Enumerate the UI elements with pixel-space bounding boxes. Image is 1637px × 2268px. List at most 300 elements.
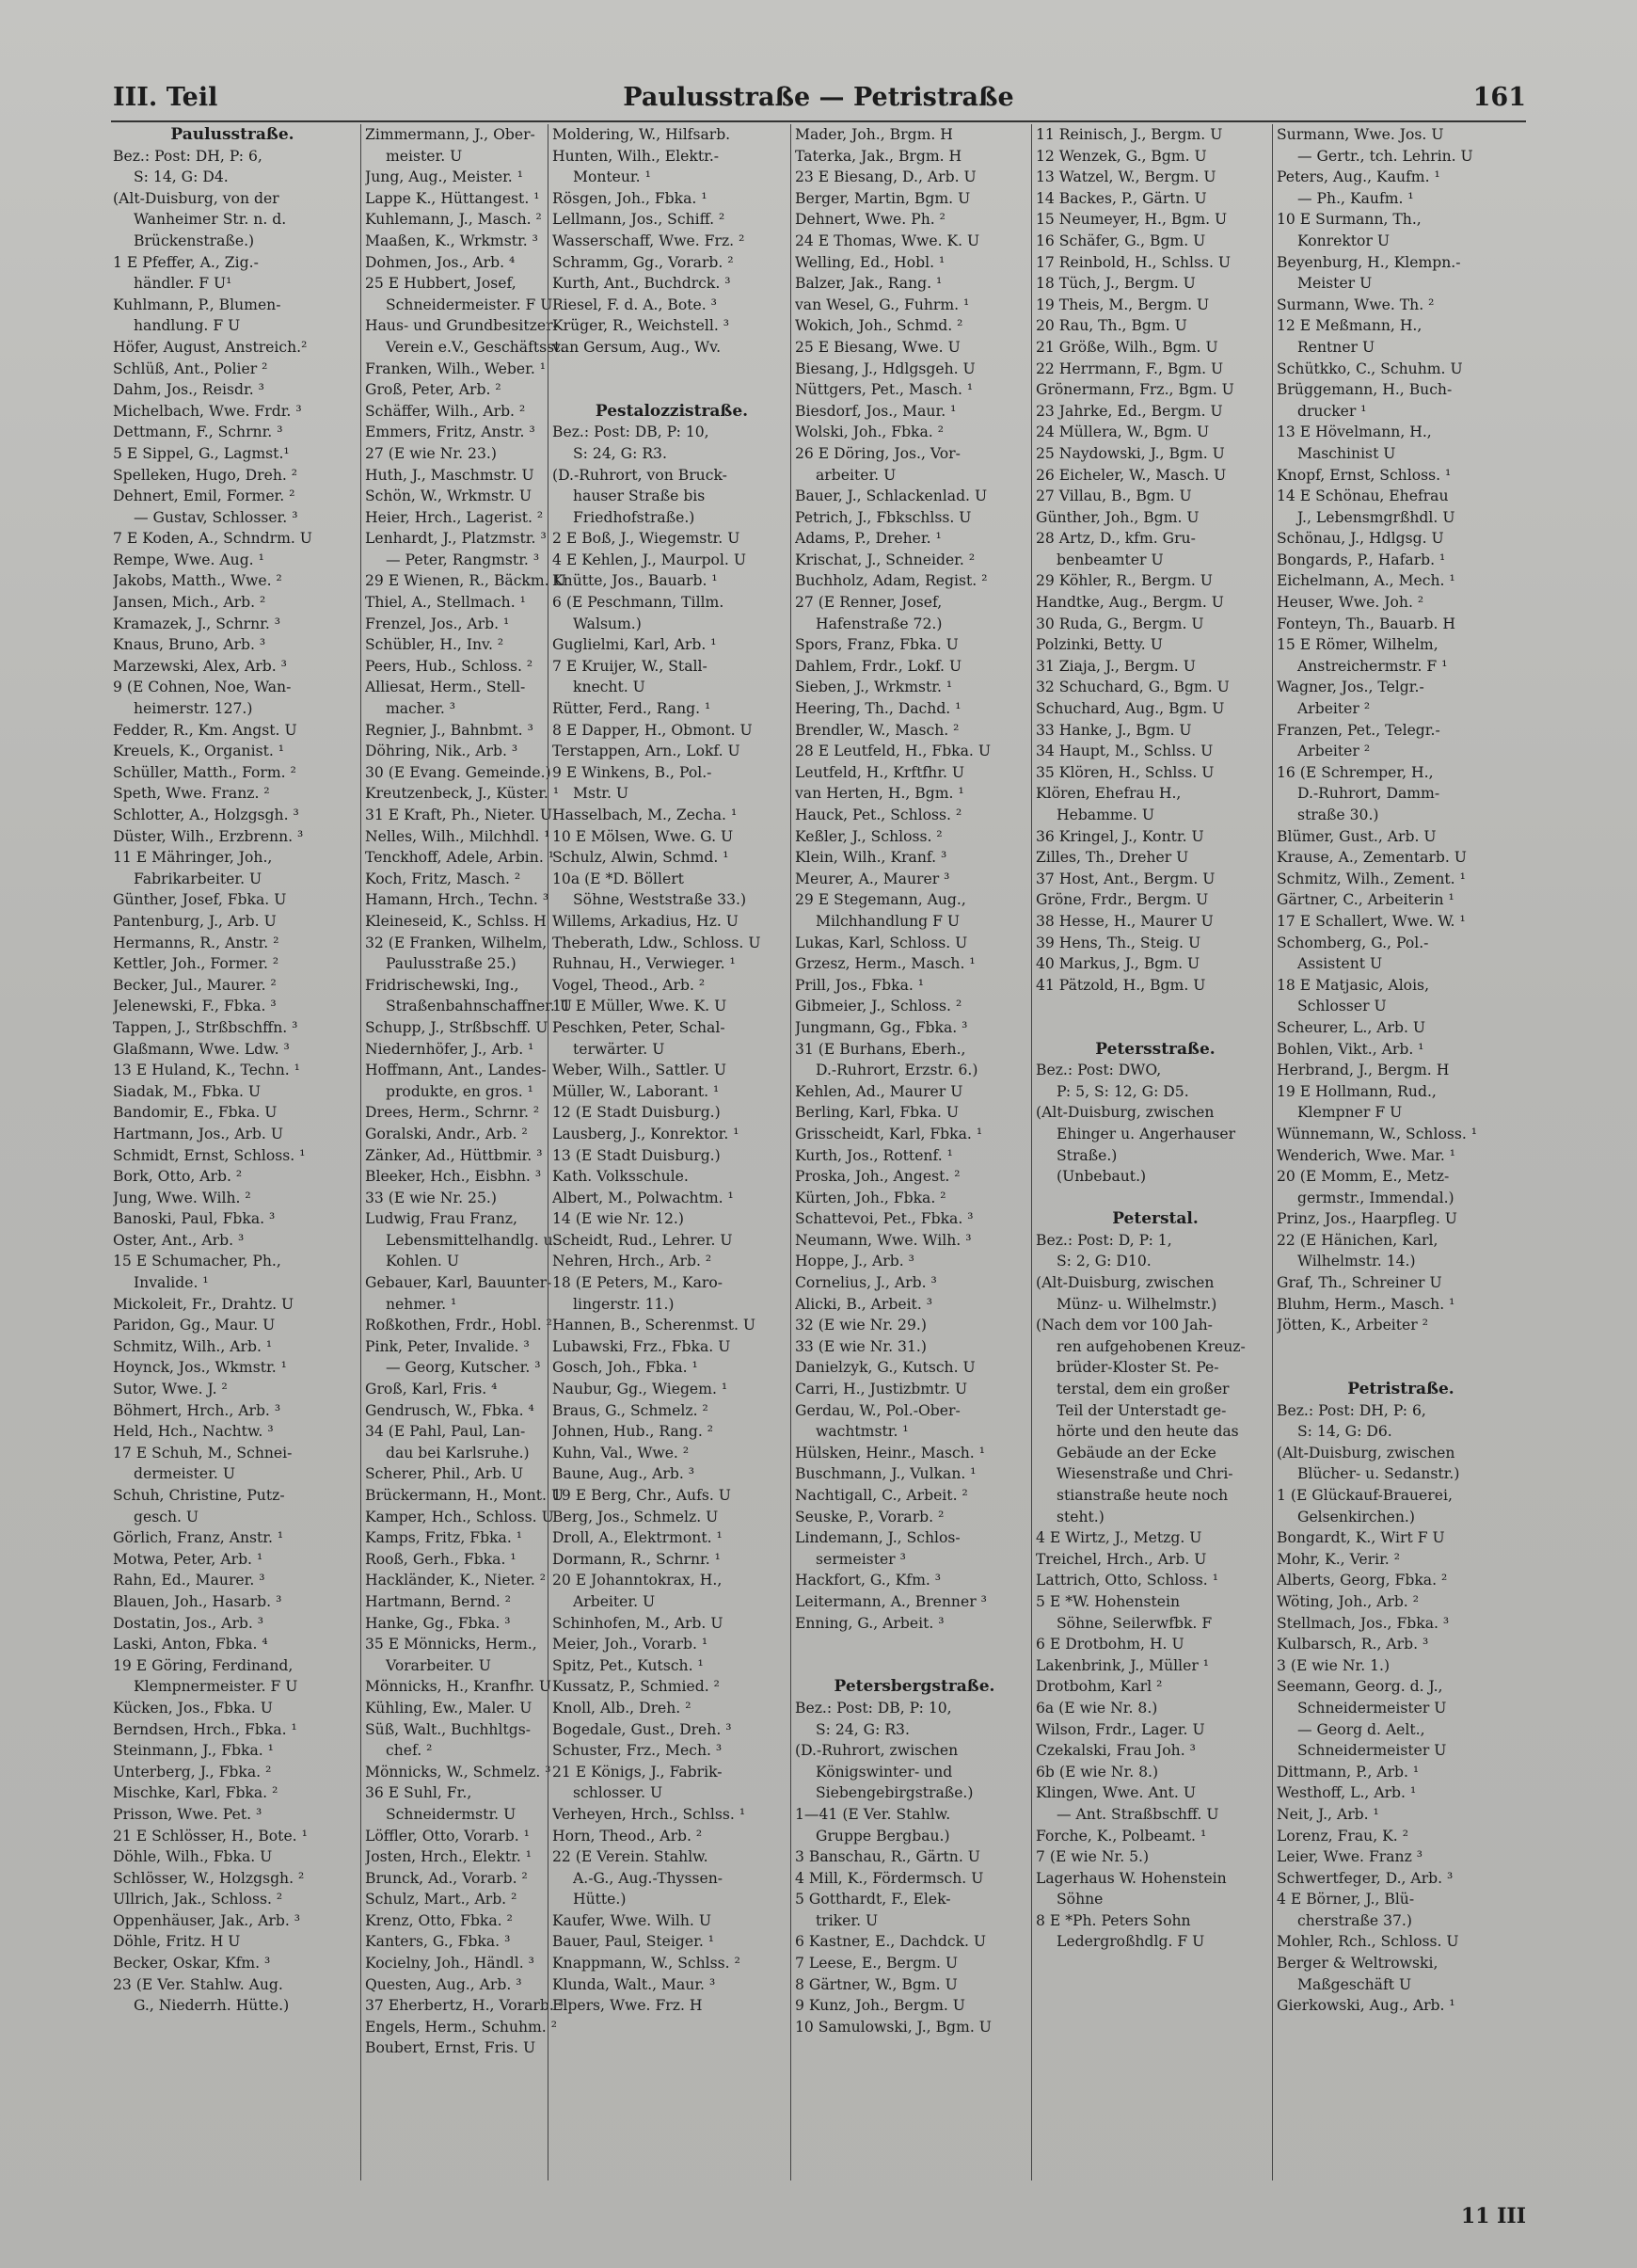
entry-line: Schinhofen, M., Arb. U: [552, 1614, 723, 1632]
entry-line: Lukas, Karl, Schloss. U: [795, 934, 968, 951]
entry-line: Wagner, Jos., Telgr.-: [1277, 679, 1424, 696]
entry-line: Marzewski, Alex, Arb. ³: [113, 657, 287, 675]
entry-line: Kocielny, Joh., Händl. ³: [365, 1955, 534, 1973]
entry-line: Oster, Ant., Arb. ³: [113, 1231, 245, 1249]
entry-line: 7 (E wie Nr. 5.): [1036, 1848, 1150, 1866]
entry-line: Questen, Aug., Arb. ³: [365, 1975, 522, 1993]
entry-line: Schramm, Gg., Vorarb. ²: [552, 253, 734, 271]
spacer: [1036, 1188, 1275, 1209]
entry-line: Hartmann, Bernd. ²: [365, 1592, 512, 1610]
entry-line: 13 (E Stadt Duisburg.): [552, 1146, 721, 1164]
entry-line: 21 Größe, Wilh., Bgm. U: [1036, 338, 1218, 356]
entry-line: Scheurer, L., Arb. U: [1277, 1018, 1426, 1036]
spacer: [1277, 1336, 1525, 1358]
entry-line: Vorarbeiter. U: [386, 1656, 491, 1674]
entry-line: 6a (E wie Nr. 8.): [1036, 1699, 1158, 1717]
entry-line: Mickoleit, Fr., Drahtz. U: [113, 1295, 294, 1313]
entry-line: Scheidt, Rud., Lehrer. U: [552, 1231, 733, 1249]
entry-line: Held, Hch., Nachtw. ³: [113, 1423, 274, 1441]
entry-line: Mohler, Rch., Schloss. U: [1277, 1933, 1459, 1951]
entry-line: Jelenewski, F., Fbka. ³: [113, 998, 277, 1015]
entry-line: Dostatin, Jos., Arb. ³: [113, 1614, 264, 1632]
entry-line: Hartmann, Jos., Arb. U: [113, 1125, 283, 1142]
entry-line: arbeiter. U: [816, 466, 897, 484]
entry-line: Höfer, August, Anstreich.²: [113, 338, 308, 356]
entry-line: van Herten, H., Bgm. ¹: [795, 785, 964, 803]
entry-line: Kuhlemann, J., Masch. ²: [365, 211, 542, 229]
entry-line: Kuhn, Val., Wwe. ²: [552, 1444, 690, 1461]
entry-line: Kohlen. U: [386, 1253, 459, 1270]
entry-line: Bongards, P., Hafarb. ¹: [1277, 551, 1446, 568]
entry-line: heimerstr. 127.): [134, 700, 253, 718]
entry-line: Süß, Walt., Buchhltgs-: [365, 1720, 531, 1738]
entry-line: chef. ²: [386, 1742, 433, 1760]
entry-line: Engels, Herm., Schuhm. ²: [365, 2018, 557, 2036]
entry-line: Kreuels, K., Organist. ¹: [113, 743, 285, 760]
entry-line: Hanke, Gg., Fbka. ³: [365, 1614, 511, 1632]
entry-line: knecht. U: [573, 679, 645, 696]
entry-line: Dormann, R., Schrnr. ¹: [552, 1550, 721, 1568]
column-3: [552, 124, 791, 2180]
entry-line: Beyenburg, H., Klempn.-: [1277, 253, 1461, 271]
entry-line: Michelbach, Wwe. Frdr. ³: [113, 402, 302, 420]
entry-line: 36 E Suhl, Fr.,: [365, 1784, 472, 1802]
spacer: [1277, 1357, 1525, 1379]
entry-line: 26 E Döring, Jos., Vor-: [795, 444, 961, 462]
entry-line: Schüller, Matth., Form. ²: [113, 763, 296, 781]
entry-line: Speth, Wwe. Franz. ²: [113, 785, 270, 803]
entry-line: 12 E Meßmann, H.,: [1277, 317, 1422, 335]
entry-line: 4 E Kehlen, J., Maurpol. U: [552, 551, 746, 568]
entry-line: Baune, Aug., Arb. ³: [552, 1465, 695, 1483]
entry-line: Bluhm, Herm., Masch. ¹: [1277, 1295, 1455, 1313]
entry-line: Gebäude an der Ecke: [1057, 1444, 1216, 1461]
entry-line: 7 E Koden, A., Schndrm. U: [113, 530, 312, 548]
entry-line: 8 E *Ph. Peters Sohn: [1036, 1911, 1191, 1929]
entry-line: Steinmann, J., Fbka. ¹: [113, 1742, 274, 1760]
entry-line: Schomberg, G., Pol.-: [1277, 934, 1429, 951]
entry-line: Carri, H., Justizbmtr. U: [795, 1381, 968, 1398]
entry-line: Treichel, Hrch., Arb. U: [1036, 1550, 1207, 1568]
entry-line: Albert, M., Polwachtm. ¹: [552, 1189, 734, 1206]
street-heading: Petristraße.: [1347, 1380, 1454, 1399]
entry-line: Cornelius, J., Arb. ³: [795, 1274, 937, 1292]
entry-line: 12 (E Stadt Duisburg.): [552, 1104, 721, 1122]
entry-line: Josten, Hrch., Elektr. ¹: [365, 1848, 532, 1866]
entry-line: Lakenbrink, J., Müller ¹: [1036, 1656, 1209, 1674]
entry-line: Berger, Martin, Bgm. U: [795, 189, 971, 207]
entry-line: Schmitz, Wilh., Arb. ¹: [113, 1337, 273, 1355]
entry-line: 4 Mill, K., Fördermsch. U: [795, 1869, 984, 1887]
entry-line: Leier, Wwe. Franz ³: [1277, 1848, 1423, 1866]
entry-line: Klunda, Walt., Maur. ³: [552, 1975, 716, 1993]
entry-line: S: 14, G: D6.: [1297, 1423, 1392, 1441]
entry-line: Buschmann, J., Vulkan. ¹: [795, 1465, 977, 1483]
entry-line: Guglielmi, Karl, Arb. ¹: [552, 636, 717, 654]
entry-line: Neumann, Wwe. Wilh. ³: [795, 1231, 972, 1249]
entry-line: Bez.: Post: DH, P: 6,: [113, 147, 262, 165]
entry-line: Berndsen, Hrch., Fbka. ¹: [113, 1720, 297, 1738]
entry-line: Pantenburg, J., Arb. U: [113, 912, 277, 930]
entry-line: Günther, Josef, Fbka. U: [113, 891, 287, 909]
entry-line: Terstappen, Arn., Lokf. U: [552, 743, 740, 760]
entry-line: — Ant. Straßbschff. U: [1057, 1805, 1219, 1823]
entry-line: Nachtigall, C., Arbeit. ²: [795, 1487, 968, 1504]
entry-line: 24 Müllera, W., Bgm. U: [1036, 423, 1210, 441]
entry-line: 17 Reinbold, H., Schlss. U: [1036, 253, 1232, 271]
entry-line: Bez.: Post: DH, P: 6,: [1277, 1401, 1426, 1419]
entry-line: Klempnermeister. F U: [134, 1678, 298, 1696]
entry-line: Hebamme. U: [1057, 807, 1154, 823]
entry-line: 9 E Winkens, B., Pol.-: [552, 763, 712, 781]
entry-line: Tenckhoff, Adele, Arbin. ¹: [365, 849, 555, 867]
entry-line: Koch, Fritz, Masch. ²: [365, 870, 521, 887]
entry-line: Jungmann, Gg., Fbka. ³: [795, 1018, 968, 1036]
entry-line: Dohmen, Jos., Arb. ⁴: [365, 253, 516, 271]
entry-line: Hoynck, Jos., Wkmstr. ¹: [113, 1359, 287, 1377]
entry-line: Schuh, Christine, Putz-: [113, 1487, 285, 1504]
entry-line: Friedhofstraße.): [573, 508, 695, 526]
entry-line: Lellmann, Jos., Schiff. ²: [552, 211, 725, 229]
entry-line: Kücken, Jos., Fbka. U: [113, 1699, 273, 1717]
entry-line: Bandomir, E., Fbka. U: [113, 1104, 278, 1122]
entry-line: Knoll, Alb., Dreh. ²: [552, 1699, 691, 1717]
entry-line: Brückermann, H., Mont. U: [365, 1487, 564, 1504]
entry-line: terstal, dem ein großer: [1057, 1381, 1230, 1398]
entry-line: Mader, Joh., Brgm. H: [795, 126, 953, 143]
entry-line: 37 Host, Ant., Bergm. U: [1036, 870, 1216, 887]
entry-line: Tappen, J., Strßbschffn. ³: [113, 1018, 298, 1036]
entry-line: Schuchard, Aug., Bgm. U: [1036, 700, 1225, 718]
entry-line: Schäffer, Wilh., Arb. ²: [365, 402, 526, 420]
entry-line: Zänker, Ad., Hüttbmir. ³: [365, 1146, 543, 1164]
entry-line: dau bei Karlsruhe.): [386, 1444, 530, 1461]
entry-line: Kürten, Joh., Fbka. ²: [795, 1189, 946, 1206]
entry-line: 30 Ruda, G., Bergm. U: [1036, 615, 1204, 632]
entry-line: Becker, Jul., Maurer. ²: [113, 976, 277, 994]
entry-line: 19 Theis, M., Bergm. U: [1036, 295, 1210, 313]
street-heading: Petersstraße.: [1095, 1039, 1216, 1059]
entry-line: Knaus, Bruno, Arb. ³: [113, 636, 266, 654]
entry-line: Braus, G., Schmelz. ²: [552, 1401, 708, 1419]
entry-line: (Alt-Duisburg, zwischen: [1036, 1104, 1215, 1122]
entry-line: nehmer. ¹: [386, 1295, 457, 1313]
entry-line: Eichelmann, A., Mech. ¹: [1277, 572, 1455, 590]
entry-line: hauser Straße bis: [573, 487, 706, 505]
entry-line: Nehren, Hrch., Arb. ²: [552, 1253, 712, 1270]
entry-line: 2 E Boß, J., Wiegemstr. U: [552, 530, 740, 548]
entry-line: 1—41 (E Ver. Stahlw.: [795, 1805, 951, 1823]
entry-line: 9 Kunz, Joh., Bergm. U: [795, 1997, 965, 2015]
entry-line: Wanheimer Str. n. d.: [134, 211, 287, 229]
entry-line: Kamps, Fritz, Fbka. ¹: [365, 1529, 523, 1547]
entry-line: 26 Eicheler, W., Masch. U: [1036, 466, 1227, 484]
entry-line: Zimmermann, J., Ober-: [365, 126, 535, 143]
column-divider: [1272, 124, 1273, 2180]
entry-line: 27 (E Renner, Josef,: [795, 594, 943, 612]
entry-line: germstr., Immendal.): [1297, 1189, 1454, 1206]
entry-line: 22 (E Hänichen, Karl,: [1277, 1231, 1438, 1249]
entry-line: Biesang, J., Hdlgsgeh. U: [795, 359, 976, 377]
entry-line: 30 (E Evang. Gemeinde.): [365, 763, 551, 781]
entry-line: Blümer, Gust., Arb. U: [1277, 827, 1437, 845]
entry-line: — Georg, Kutscher. ³: [386, 1359, 541, 1377]
entry-line: 4 E Börner, J., Blü-: [1277, 1891, 1415, 1909]
entry-line: 25 E Biesang, Wwe. U: [795, 338, 961, 356]
entry-line: Gosch, Joh., Fbka. ¹: [552, 1359, 698, 1377]
entry-line: Jakobs, Matth., Wwe. ²: [113, 572, 282, 590]
entry-line: Riesel, F. d. A., Bote. ³: [552, 295, 717, 313]
entry-line: S: 2, G: D10.: [1057, 1253, 1152, 1270]
entry-line: 25 E Hubbert, Josef,: [365, 275, 517, 293]
entry-line: Paulusstraße 25.): [386, 955, 517, 973]
entry-line: Biesdorf, Jos., Maur. ¹: [795, 402, 957, 420]
entry-line: Motwa, Peter, Arb. ¹: [113, 1550, 263, 1568]
entry-line: Schlotter, A., Holzgsgh. ³: [113, 807, 299, 823]
entry-line: 4 E Wirtz, J., Metzg. U: [1036, 1529, 1202, 1547]
entry-line: Adams, P., Dreher. ¹: [795, 530, 942, 548]
entry-line: Lattrich, Otto, Schloss. ¹: [1036, 1572, 1218, 1589]
entry-line: Schneidermstr. U: [386, 1805, 517, 1823]
entry-line: Klören, Ehefrau H.,: [1036, 785, 1182, 803]
entry-line: terwärter. U: [573, 1040, 665, 1058]
entry-line: Gärtner, C., Arbeiterin ¹: [1277, 891, 1454, 909]
entry-line: Teil der Unterstadt ge-: [1057, 1401, 1227, 1419]
entry-line: 1 (E Glückauf-Brauerei,: [1277, 1487, 1453, 1504]
entry-line: — Peter, Rangmstr. ³: [386, 551, 540, 568]
entry-line: 28 Artz, D., kfm. Gru-: [1036, 530, 1196, 548]
entry-line: Kleineseid, K., Schlss. H: [365, 912, 547, 930]
entry-line: 6b (E wie Nr. 8.): [1036, 1763, 1159, 1781]
entry-line: — Ph., Kaufm. ¹: [1297, 189, 1414, 207]
entry-line: Schneidermeister U: [1297, 1699, 1447, 1717]
entry-line: Bongardt, K., Wirt F U: [1277, 1529, 1445, 1547]
entry-line: Nüttgers, Pet., Masch. ¹: [795, 381, 974, 399]
entry-line: Becker, Oskar, Kfm. ³: [113, 1955, 271, 1973]
entry-line: 13 E Huland, K., Techn. ¹: [113, 1062, 300, 1079]
entry-line: Ehinger u. Angerhauser: [1057, 1125, 1236, 1142]
entry-line: Petrich, J., Fbkschlss. U: [795, 508, 972, 526]
entry-line: meister. U: [386, 147, 463, 165]
entry-line: Boubert, Ernst, Fris. U: [365, 2039, 536, 2057]
entry-line: Hackländer, K., Nieter. ²: [365, 1572, 547, 1589]
entry-line: Mönnicks, W., Schmelz. ³: [365, 1763, 551, 1781]
entry-line: Müller, W., Laborant. ¹: [552, 1082, 720, 1100]
entry-line: Meier, Joh., Vorarb. ¹: [552, 1636, 708, 1653]
entry-line: 20 (E Momm, E., Metz-: [1277, 1168, 1450, 1186]
entry-line: Jansen, Mich., Arb. ²: [113, 594, 266, 612]
entry-line: händler. F U¹: [134, 275, 232, 293]
entry-line: Hunten, Wilh., Elektr.-: [552, 147, 720, 165]
entry-line: Bauer, J., Schlackenlad. U: [795, 487, 988, 505]
entry-line: Rütter, Ferd., Rang. ¹: [552, 700, 711, 718]
column-6: [1277, 124, 1525, 2180]
entry-line: 6 E Drotbohm, H. U: [1036, 1636, 1184, 1653]
entry-line: Gröne, Frdr., Bergm. U: [1036, 891, 1209, 909]
entry-line: Wokich, Joh., Schmd. ²: [795, 317, 963, 335]
entry-line: 8 Gärtner, W., Bgm. U: [795, 1975, 958, 1993]
entry-line: Söhne, Seilerwfbk. F: [1057, 1614, 1213, 1632]
entry-line: Frenzel, Jos., Arb. ¹: [365, 615, 510, 632]
entry-line: Milchhandlung F U: [816, 912, 961, 930]
entry-line: Arbeiter ²: [1297, 743, 1371, 760]
entry-line: Lappe K., Hüttangest. ¹: [365, 189, 540, 207]
entry-line: 3 Banschau, R., Gärtn. U: [795, 1848, 980, 1866]
entry-line: Wilson, Frdr., Lager. U: [1036, 1720, 1205, 1738]
entry-line: Kurth, Ant., Buchdrck. ³: [552, 275, 731, 293]
entry-line: Schneidermeister U: [1297, 1742, 1447, 1760]
entry-line: 10 E Mölsen, Wwe. G. U: [552, 827, 734, 845]
entry-line: Bogedale, Gust., Dreh. ³: [552, 1720, 732, 1738]
entry-line: Peschken, Peter, Schal-: [552, 1018, 725, 1036]
entry-line: Hackfort, G., Kfm. ³: [795, 1572, 942, 1589]
entry-line: Naubur, Gg., Wiegem. ¹: [552, 1381, 728, 1398]
entry-line: Wenderich, Wwe. Mar. ¹: [1277, 1146, 1456, 1164]
entry-line: Banoski, Paul, Fbka. ³: [113, 1210, 276, 1228]
entry-line: 31 (E Burhans, Eberh.,: [795, 1040, 966, 1058]
entry-line: Proska, Joh., Angest. ²: [795, 1168, 961, 1186]
entry-line: 14 (E wie Nr. 12.): [552, 1210, 684, 1228]
entry-line: Thiel, A., Stellmach. ¹: [365, 594, 526, 612]
spacer: [1036, 996, 1275, 1017]
entry-line: Monteur. ¹: [573, 168, 651, 186]
entry-line: Grönermann, Frz., Bgm. U: [1036, 381, 1234, 399]
entry-line: Mischke, Karl, Fbka. ²: [113, 1784, 278, 1802]
entry-line: Rempe, Wwe. Aug. ¹: [113, 551, 264, 568]
entry-line: Horn, Theod., Arb. ²: [552, 1827, 703, 1845]
spacer: [795, 1634, 1034, 1655]
entry-line: Kath. Volksschule.: [552, 1168, 689, 1186]
entry-line: Schulz, Alwin, Schmd. ¹: [552, 849, 729, 867]
entry-line: Meister U: [1297, 275, 1373, 293]
column-divider: [790, 124, 791, 2180]
entry-line: Maaßen, K., Wrkmstr. ³: [365, 232, 538, 249]
entry-line: Willems, Arkadius, Hz. U: [552, 912, 739, 930]
entry-line: Krenz, Otto, Fbka. ²: [365, 1911, 513, 1929]
entry-line: Spitz, Pet., Kutsch. ¹: [552, 1656, 704, 1674]
entry-line: Emmers, Fritz, Anstr. ³: [365, 423, 535, 441]
entry-line: Mstr. U: [573, 785, 629, 803]
entry-line: 13 E Hövelmann, H.,: [1277, 423, 1432, 441]
entry-line: produkte, en gros. ¹: [386, 1082, 533, 1100]
entry-line: — Georg d. Aelt.,: [1297, 1720, 1425, 1738]
entry-line: lingerstr. 11.): [573, 1295, 675, 1313]
street-heading: Petersbergstraße.: [834, 1677, 995, 1697]
entry-line: Lausberg, J., Konrektor. ¹: [552, 1125, 739, 1142]
entry-line: Wöting, Joh., Arb. ²: [1277, 1592, 1419, 1610]
entry-line: Blücher- u. Sedanstr.): [1297, 1465, 1460, 1483]
header-rule: [111, 120, 1526, 122]
entry-line: Kurth, Jos., Rottenf. ¹: [795, 1146, 953, 1164]
entry-line: 14 E Schönau, Ehefrau: [1277, 487, 1449, 505]
entry-line: Schneidermeister. F U: [386, 295, 553, 313]
entry-line: Seuske, P., Vorarb. ²: [795, 1508, 945, 1525]
entry-line: Handtke, Aug., Bergm. U: [1036, 594, 1224, 612]
entry-line: Zilles, Th., Dreher U: [1036, 849, 1189, 867]
entry-line: 33 Hanke, J., Bgm. U: [1036, 721, 1192, 739]
entry-line: Gruppe Bergbau.): [816, 1827, 950, 1845]
entry-line: Maschinist U: [1297, 444, 1396, 462]
entry-line: Paridon, Gg., Maur. U: [113, 1317, 276, 1334]
signature-mark: 11 III: [1460, 2204, 1526, 2228]
entry-line: Gibmeier, J., Schloss. ²: [795, 998, 962, 1015]
entry-line: Düster, Wilh., Erzbrenn. ³: [113, 827, 304, 845]
entry-line: Prinz, Jos., Haarpfleg. U: [1277, 1210, 1457, 1228]
entry-line: Schönau, J., Hdlgsg. U: [1277, 530, 1444, 548]
entry-line: 32 (E Franken, Wilhelm,: [365, 934, 548, 951]
entry-line: (Nach dem vor 100 Jah-: [1036, 1317, 1213, 1334]
entry-line: Hauck, Pet., Schloss. ²: [795, 807, 962, 823]
entry-line: Fedder, R., Km. Angst. U: [113, 721, 297, 739]
entry-line: Ruhnau, H., Verwieger. ¹: [552, 955, 736, 973]
entry-line: Buchholz, Adam, Regist. ²: [795, 572, 988, 590]
entry-line: Görlich, Franz, Anstr. ¹: [113, 1529, 284, 1547]
entry-line: Meurer, A., Maurer ³: [795, 870, 950, 887]
entry-line: Alicki, B., Arbeit. ³: [795, 1295, 932, 1313]
entry-line: 16 (E Schremper, H.,: [1277, 763, 1434, 781]
entry-line: Alliesat, Herm., Stell-: [365, 679, 526, 696]
entry-line: 5 E Sippel, G., Lagmst.¹: [113, 444, 290, 462]
entry-line: Lagerhaus W. Hohenstein: [1036, 1869, 1227, 1887]
column-1: [113, 124, 352, 2180]
entry-line: Gelsenkirchen.): [1297, 1508, 1415, 1525]
spacer: [795, 1655, 1034, 1677]
entry-line: Krüger, R., Weichstell. ³: [552, 317, 730, 335]
entry-line: (Alt-Duisburg, zwischen: [1277, 1444, 1455, 1461]
entry-line: Anstreichermstr. F ¹: [1297, 657, 1448, 675]
entry-line: straße 30.): [1297, 807, 1379, 823]
entry-line: Dahlem, Frdr., Lokf. U: [795, 657, 962, 675]
entry-line: Rahn, Ed., Maurer. ³: [113, 1572, 265, 1589]
entry-line: Nelles, Wilh., Milchhdl. ¹: [365, 827, 550, 845]
entry-line: benbeamter U: [1057, 551, 1164, 568]
entry-line: Oppenhäuser, Jak., Arb. ³: [113, 1911, 301, 1929]
entry-line: Franken, Wilh., Weber. ¹: [365, 359, 546, 377]
entry-line: Welling, Ed., Hobl. ¹: [795, 253, 946, 271]
entry-line: Siebengebirgstraße.): [816, 1784, 974, 1802]
entry-line: Peters, Aug., Kaufm. ¹: [1277, 168, 1440, 186]
entry-line: Kehlen, Ad., Maurer U: [795, 1082, 963, 1100]
entry-line: van Gersum, Aug., Wv.: [552, 338, 722, 356]
entry-line: Schütkko, C., Schuhm. U: [1277, 359, 1463, 377]
entry-line: 1 E Pfeffer, A., Zig.-: [113, 253, 259, 271]
entry-line: Gerdau, W., Pol.-Ober-: [795, 1401, 961, 1419]
entry-line: Enning, G., Arbeit. ³: [795, 1614, 945, 1632]
entry-line: P: 5, S: 12, G: D5.: [1057, 1082, 1189, 1100]
entry-line: Münz- u. Wilhelmstr.): [1057, 1295, 1217, 1313]
entry-line: 21 E Königs, J., Fabrik-: [552, 1763, 723, 1781]
entry-line: 32 Schuchard, G., Bgm. U: [1036, 679, 1230, 696]
entry-line: steht.): [1057, 1508, 1105, 1525]
entry-line: Schlüß, Ant., Polier ²: [113, 359, 268, 377]
entry-line: Johnen, Hub., Rang. ²: [552, 1423, 713, 1441]
entry-line: Kulbarsch, R., Arb. ³: [1277, 1636, 1429, 1653]
entry-line: Sutor, Wwe. J. ²: [113, 1381, 228, 1398]
entry-line: Konrektor U: [1297, 232, 1391, 249]
entry-line: — Gustav, Schlosser. ³: [134, 508, 298, 526]
entry-line: Droll, A., Elektrmont. ¹: [552, 1529, 723, 1547]
entry-line: 11 Reinisch, J., Bergm. U: [1036, 126, 1223, 143]
entry-line: Döhle, Fritz. H U: [113, 1933, 241, 1951]
entry-line: Grzesz, Herm., Masch. ¹: [795, 955, 976, 973]
entry-line: 39 Hens, Th., Steig. U: [1036, 934, 1201, 951]
entry-line: Schlosser U: [1297, 998, 1387, 1015]
entry-line: Blauen, Joh., Hasarb. ³: [113, 1592, 282, 1610]
entry-line: (Unbebaut.): [1057, 1168, 1147, 1186]
entry-line: Krause, A., Zementarb. U: [1277, 849, 1467, 867]
entry-line: Taterka, Jak., Brgm. H: [795, 147, 962, 165]
entry-line: ren aufgehobenen Kreuz-: [1057, 1337, 1246, 1355]
